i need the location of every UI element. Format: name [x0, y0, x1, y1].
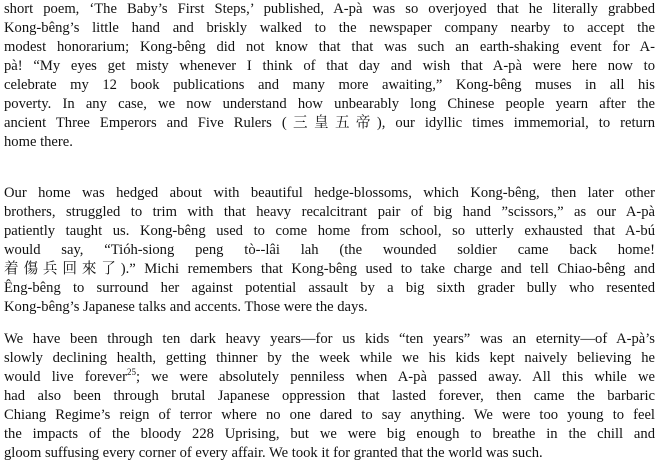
- text-line: 着傷兵回來了).” Michi remembers that Kong-bêng used to take charge and tell Chiao-bêng and: [4, 261, 655, 277]
- text-line: the impacts of the bloody 228 Uprising, but we were big enough to breathe in the chill and: [4, 426, 655, 442]
- text-line: home there.: [4, 134, 73, 150]
- text-line: ancient Three Emperors and Five Rulers (三皇五帝), our idyllic times immemorial, to return: [4, 115, 655, 131]
- text-line: pà! “My eyes get misty whenever I think of that day and wish that A-pà were here now to: [4, 58, 655, 74]
- paragraph-dark-years: [4, 330, 655, 463]
- text-line: Êng-bêng to surround her against potential assault by a big sixth grader bully who resented: [4, 280, 655, 296]
- text-line: Kong-bêng’s Japanese talks and accents. Those were the days.: [4, 299, 368, 315]
- text-segment: would live forever: [4, 369, 127, 385]
- paragraph-first-steps: [4, 0, 655, 152]
- text-line: Our home was hedged about with beautiful hedge-blossoms, which Kong-bêng, then later other: [4, 185, 655, 201]
- text-line-with-footnote: [4, 368, 655, 387]
- footnote-reference[interactable]: 25: [126, 368, 136, 377]
- text-line: would say, “Tióh-siong peng tò--lâi lah (the wounded soldier came back home!: [4, 242, 655, 258]
- text-line: celebrate my 12 book publications and many more awaiting,” Kong-bêng muses in all his: [4, 77, 655, 93]
- text-line: patiently taught us. Kong-bêng used to come home from school, so utterly exhausted that A-bú: [4, 223, 655, 239]
- text-line: Kong-bêng’s little hand and briskly walked to the newspaper company nearby to accept the: [4, 20, 655, 36]
- text-line: brothers, struggled to trim with that heavy recalcitrant pair of big hand ”scissors,” as our A-pà: [4, 204, 655, 220]
- text-line: gloom suffusing every corner of every affair. We took it for granted that the world was such.: [4, 445, 543, 461]
- text-line: had also been through brutal Japanese oppression that lasted forever, then came the barbaric: [4, 388, 655, 404]
- text-line: poverty. In any case, we now understand how unbearably long Chinese people yearn after the: [4, 96, 655, 112]
- text-line: Chiang Regime’s reign of terror where no one dared to say anything. We were too young to feel: [4, 407, 655, 423]
- text-line: modest honorarium; Kong-bêng did not know that that was such an earth-shaking event for A-: [4, 39, 655, 55]
- text-line: short poem, ‘The Baby’s First Steps,’ published, A-pà was so overjoyed that he literally grabbed: [4, 1, 655, 17]
- text-line: We have been through ten dark heavy years—for us kids “ten years” was an eternity—of A-pà’s: [4, 331, 655, 347]
- text-line: slowly declining health, getting thinner by the week while we his kids kept naively believing he: [4, 350, 655, 366]
- text-segment: ; we were absolutely penniless when A-pà passed away. All this while we: [135, 369, 655, 385]
- paragraph-hedge-blossoms: [4, 184, 655, 317]
